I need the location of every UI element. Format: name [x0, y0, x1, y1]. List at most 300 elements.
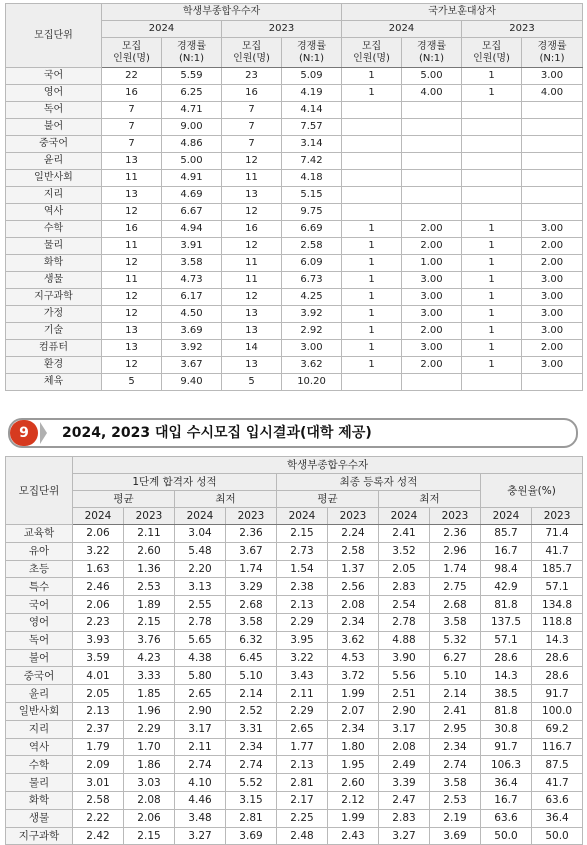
- value-cell: [402, 102, 462, 119]
- value-cell: 3.22: [73, 542, 124, 560]
- year-header-2024: 2024: [277, 508, 328, 525]
- value-cell: 3.72: [328, 667, 379, 685]
- value-cell: 11: [102, 170, 162, 187]
- value-cell: 42.9: [481, 578, 532, 596]
- value-cell: 3.14: [282, 136, 342, 153]
- value-cell: 4.25: [282, 289, 342, 306]
- table2-header: [6, 457, 583, 525]
- value-cell: 2.74: [175, 756, 226, 774]
- value-cell: 2.06: [124, 809, 175, 827]
- value-cell: 3.15: [226, 791, 277, 809]
- value-cell: 3.00: [522, 323, 583, 340]
- value-cell: 3.69: [162, 323, 222, 340]
- table-row: [6, 289, 583, 306]
- value-cell: 1: [462, 340, 522, 357]
- table-row: [6, 738, 583, 756]
- value-cell: 4.14: [282, 102, 342, 119]
- value-cell: 2.55: [175, 596, 226, 614]
- value-cell: 1: [342, 255, 402, 272]
- value-cell: 2.15: [124, 613, 175, 631]
- value-cell: 1: [462, 272, 522, 289]
- min-header: 최저: [379, 491, 481, 508]
- value-cell: 2.11: [124, 525, 175, 543]
- value-cell: 16: [102, 221, 162, 238]
- value-cell: 2.36: [226, 525, 277, 543]
- value-cell: 2.29: [277, 702, 328, 720]
- value-cell: [522, 119, 583, 136]
- value-cell: 3.67: [162, 357, 222, 374]
- value-cell: 13: [102, 340, 162, 357]
- value-cell: 3.00: [522, 289, 583, 306]
- value-cell: 2.53: [124, 578, 175, 596]
- value-cell: 2.17: [277, 791, 328, 809]
- value-cell: 3.04: [175, 525, 226, 543]
- value-cell: 6.67: [162, 204, 222, 221]
- value-cell: [522, 136, 583, 153]
- value-cell: 14.3: [532, 631, 583, 649]
- value-cell: 2.09: [73, 756, 124, 774]
- value-cell: 2.34: [430, 738, 481, 756]
- value-cell: 1: [462, 68, 522, 85]
- value-cell: 41.7: [532, 542, 583, 560]
- unit-cell: 초등: [6, 560, 73, 578]
- value-cell: 1.85: [124, 685, 175, 703]
- value-cell: 3.59: [73, 649, 124, 667]
- section-arrow-icon: [40, 422, 47, 444]
- value-cell: 2.73: [277, 542, 328, 560]
- value-cell: 12: [102, 289, 162, 306]
- value-cell: 2.53: [430, 791, 481, 809]
- value-cell: 106.3: [481, 756, 532, 774]
- value-cell: 3.33: [124, 667, 175, 685]
- value-cell: 1.77: [277, 738, 328, 756]
- value-cell: 3.00: [282, 340, 342, 357]
- quota-header: 모집 인원(명): [222, 38, 282, 68]
- value-cell: [342, 204, 402, 221]
- value-cell: [522, 102, 583, 119]
- value-cell: 3.00: [402, 340, 462, 357]
- value-cell: 3.92: [282, 306, 342, 323]
- value-cell: 1: [342, 323, 402, 340]
- value-cell: 10.20: [282, 374, 342, 391]
- value-cell: 1: [462, 238, 522, 255]
- value-cell: 2.15: [277, 525, 328, 543]
- value-cell: 57.1: [481, 631, 532, 649]
- avg-header: 평균: [277, 491, 379, 508]
- unit-cell: 불어: [6, 649, 73, 667]
- value-cell: 9.00: [162, 119, 222, 136]
- value-cell: 91.7: [481, 738, 532, 756]
- value-cell: 2.56: [328, 578, 379, 596]
- value-cell: 22: [102, 68, 162, 85]
- table-row: [6, 221, 583, 238]
- table-row: [6, 68, 583, 85]
- value-cell: 13: [102, 323, 162, 340]
- value-cell: 100.0: [532, 702, 583, 720]
- value-cell: 2.24: [328, 525, 379, 543]
- value-cell: 3.92: [162, 340, 222, 357]
- unit-cell: 화학: [6, 791, 73, 809]
- group-header-student-comprehensive: 학생부종합우수자: [102, 4, 342, 21]
- value-cell: 3.58: [430, 613, 481, 631]
- value-cell: 2.23: [73, 613, 124, 631]
- rate-header: 경쟁률 (N:1): [282, 38, 342, 68]
- value-cell: 2.38: [277, 578, 328, 596]
- value-cell: 2.11: [277, 685, 328, 703]
- value-cell: 3.31: [226, 720, 277, 738]
- value-cell: [462, 170, 522, 187]
- value-cell: 5.15: [282, 187, 342, 204]
- value-cell: 16: [222, 85, 282, 102]
- value-cell: 11: [222, 255, 282, 272]
- value-cell: [462, 119, 522, 136]
- value-cell: 3.17: [175, 720, 226, 738]
- value-cell: 9.40: [162, 374, 222, 391]
- value-cell: 3.58: [162, 255, 222, 272]
- value-cell: 2.08: [379, 738, 430, 756]
- value-cell: 116.7: [532, 738, 583, 756]
- table-row: [6, 791, 583, 809]
- year-header-2024: 2024: [175, 508, 226, 525]
- value-cell: 13: [222, 357, 282, 374]
- value-cell: 11: [222, 272, 282, 289]
- value-cell: 2.14: [226, 685, 277, 703]
- table-row: [6, 272, 583, 289]
- unit-cell: 국어: [6, 68, 102, 85]
- value-cell: [522, 374, 583, 391]
- value-cell: 28.6: [481, 649, 532, 667]
- value-cell: 7: [222, 102, 282, 119]
- value-cell: 5.10: [226, 667, 277, 685]
- value-cell: 5.65: [175, 631, 226, 649]
- value-cell: 36.4: [481, 774, 532, 792]
- value-cell: 3.00: [522, 306, 583, 323]
- value-cell: 2.42: [73, 827, 124, 845]
- unit-cell: 지리: [6, 720, 73, 738]
- table1-body: [6, 68, 583, 391]
- value-cell: 3.00: [522, 221, 583, 238]
- value-cell: 2.12: [328, 791, 379, 809]
- unit-cell: 생물: [6, 809, 73, 827]
- value-cell: 2.29: [124, 720, 175, 738]
- value-cell: 5.80: [175, 667, 226, 685]
- value-cell: 1: [462, 255, 522, 272]
- value-cell: 13: [222, 323, 282, 340]
- value-cell: 87.5: [532, 756, 583, 774]
- unit-cell: 화학: [6, 255, 102, 272]
- value-cell: 4.94: [162, 221, 222, 238]
- value-cell: 2.08: [124, 791, 175, 809]
- unit-cell: 지구과학: [6, 827, 73, 845]
- value-cell: 2.29: [277, 613, 328, 631]
- value-cell: 2.00: [522, 340, 583, 357]
- value-cell: 2.81: [226, 809, 277, 827]
- value-cell: 3.27: [379, 827, 430, 845]
- table-row: [6, 578, 583, 596]
- value-cell: [402, 119, 462, 136]
- value-cell: 4.19: [282, 85, 342, 102]
- value-cell: 7: [222, 136, 282, 153]
- value-cell: 2.83: [379, 809, 430, 827]
- value-cell: 12: [222, 289, 282, 306]
- unit-cell: 체육: [6, 374, 102, 391]
- value-cell: 4.73: [162, 272, 222, 289]
- year-header-2023: 2023: [226, 508, 277, 525]
- value-cell: 63.6: [481, 809, 532, 827]
- value-cell: 7: [222, 119, 282, 136]
- value-cell: 3.13: [175, 578, 226, 596]
- value-cell: 1: [342, 357, 402, 374]
- value-cell: 13: [102, 187, 162, 204]
- value-cell: 3.95: [277, 631, 328, 649]
- table-row: [6, 85, 583, 102]
- value-cell: [402, 153, 462, 170]
- value-cell: 3.69: [430, 827, 481, 845]
- value-cell: 9.75: [282, 204, 342, 221]
- unit-cell: 생물: [6, 272, 102, 289]
- value-cell: 1.00: [402, 255, 462, 272]
- value-cell: 2.00: [522, 255, 583, 272]
- value-cell: 1: [342, 85, 402, 102]
- value-cell: 6.25: [162, 85, 222, 102]
- value-cell: 2.06: [73, 596, 124, 614]
- value-cell: 4.86: [162, 136, 222, 153]
- value-cell: 2.49: [379, 756, 430, 774]
- unit-cell: 지구과학: [6, 289, 102, 306]
- value-cell: 4.50: [162, 306, 222, 323]
- unit-header: 모집단위: [6, 457, 73, 525]
- value-cell: 5.10: [430, 667, 481, 685]
- unit-cell: 중국어: [6, 136, 102, 153]
- unit-cell: 수학: [6, 756, 73, 774]
- value-cell: 41.7: [532, 774, 583, 792]
- table-row: [6, 187, 583, 204]
- value-cell: 4.71: [162, 102, 222, 119]
- value-cell: 2.46: [73, 578, 124, 596]
- value-cell: 2.68: [226, 596, 277, 614]
- value-cell: 2.15: [124, 827, 175, 845]
- value-cell: 118.8: [532, 613, 583, 631]
- value-cell: 2.48: [277, 827, 328, 845]
- value-cell: 2.41: [379, 525, 430, 543]
- table-row: [6, 809, 583, 827]
- min-header: 최저: [175, 491, 277, 508]
- value-cell: 4.91: [162, 170, 222, 187]
- value-cell: 1.36: [124, 560, 175, 578]
- value-cell: 3.29: [226, 578, 277, 596]
- unit-cell: 영어: [6, 85, 102, 102]
- value-cell: 2.90: [379, 702, 430, 720]
- fill-rate-header: 충원율(%): [481, 474, 583, 508]
- value-cell: 2.58: [73, 791, 124, 809]
- value-cell: 4.00: [402, 85, 462, 102]
- value-cell: [402, 170, 462, 187]
- unit-cell: 일반사회: [6, 702, 73, 720]
- value-cell: 185.7: [532, 560, 583, 578]
- value-cell: [342, 374, 402, 391]
- value-cell: 1: [342, 238, 402, 255]
- value-cell: 12: [102, 204, 162, 221]
- value-cell: [462, 374, 522, 391]
- year-header-2024: 2024: [481, 508, 532, 525]
- value-cell: 7.57: [282, 119, 342, 136]
- value-cell: 3.58: [226, 613, 277, 631]
- value-cell: 3.00: [402, 272, 462, 289]
- value-cell: 1.86: [124, 756, 175, 774]
- table-row: [6, 774, 583, 792]
- value-cell: 13: [102, 153, 162, 170]
- unit-cell: 역사: [6, 738, 73, 756]
- unit-cell: 지리: [6, 187, 102, 204]
- table-row: [6, 702, 583, 720]
- value-cell: 5: [102, 374, 162, 391]
- unit-cell: 윤리: [6, 153, 102, 170]
- value-cell: 1: [342, 221, 402, 238]
- value-cell: 3.76: [124, 631, 175, 649]
- value-cell: 1.89: [124, 596, 175, 614]
- value-cell: 5.00: [402, 68, 462, 85]
- value-cell: [462, 136, 522, 153]
- table-row: [6, 204, 583, 221]
- value-cell: 2.65: [277, 720, 328, 738]
- value-cell: 3.67: [226, 542, 277, 560]
- value-cell: 4.10: [175, 774, 226, 792]
- unit-cell: 물리: [6, 774, 73, 792]
- value-cell: 3.91: [162, 238, 222, 255]
- table2-body: [6, 525, 583, 845]
- value-cell: 6.27: [430, 649, 481, 667]
- unit-cell: 수학: [6, 221, 102, 238]
- value-cell: 6.17: [162, 289, 222, 306]
- value-cell: 50.0: [532, 827, 583, 845]
- section-number: 9: [10, 420, 38, 446]
- value-cell: 7: [102, 102, 162, 119]
- value-cell: 30.8: [481, 720, 532, 738]
- table-row: [6, 596, 583, 614]
- value-cell: 1: [462, 306, 522, 323]
- group-header-student-comprehensive: 학생부종합우수자: [73, 457, 583, 474]
- value-cell: 14: [222, 340, 282, 357]
- value-cell: 98.4: [481, 560, 532, 578]
- table-row: [6, 306, 583, 323]
- table-row: [6, 631, 583, 649]
- value-cell: 134.8: [532, 596, 583, 614]
- value-cell: 36.4: [532, 809, 583, 827]
- table-row: [6, 255, 583, 272]
- value-cell: 2.78: [175, 613, 226, 631]
- value-cell: 81.8: [481, 596, 532, 614]
- unit-cell: 불어: [6, 119, 102, 136]
- value-cell: 1.70: [124, 738, 175, 756]
- value-cell: 4.18: [282, 170, 342, 187]
- unit-cell: 컴퓨터: [6, 340, 102, 357]
- value-cell: 1: [342, 272, 402, 289]
- value-cell: 5.48: [175, 542, 226, 560]
- value-cell: 3.27: [175, 827, 226, 845]
- value-cell: [462, 153, 522, 170]
- value-cell: 2.13: [73, 702, 124, 720]
- value-cell: 2.34: [328, 720, 379, 738]
- value-cell: 2.81: [277, 774, 328, 792]
- value-cell: [402, 136, 462, 153]
- value-cell: 1.99: [328, 685, 379, 703]
- value-cell: 3.22: [277, 649, 328, 667]
- value-cell: 1.79: [73, 738, 124, 756]
- year-header-2024: 2024: [73, 508, 124, 525]
- value-cell: 2.90: [175, 702, 226, 720]
- value-cell: 2.43: [328, 827, 379, 845]
- section-title: 2024, 2023 대입 수시모집 입시결과(대학 제공): [62, 425, 372, 441]
- value-cell: 2.58: [282, 238, 342, 255]
- value-cell: 6.09: [282, 255, 342, 272]
- value-cell: 16.7: [481, 542, 532, 560]
- unit-cell: 중국어: [6, 667, 73, 685]
- unit-cell: 독어: [6, 631, 73, 649]
- table-row: [6, 323, 583, 340]
- value-cell: 4.01: [73, 667, 124, 685]
- table-row: [6, 667, 583, 685]
- value-cell: 2.41: [430, 702, 481, 720]
- value-cell: 4.23: [124, 649, 175, 667]
- value-cell: 12: [102, 255, 162, 272]
- value-cell: [402, 374, 462, 391]
- value-cell: 1.80: [328, 738, 379, 756]
- value-cell: 7: [102, 119, 162, 136]
- value-cell: 2.36: [430, 525, 481, 543]
- value-cell: 28.6: [532, 649, 583, 667]
- value-cell: 4.88: [379, 631, 430, 649]
- value-cell: 3.03: [124, 774, 175, 792]
- value-cell: 1: [462, 85, 522, 102]
- unit-cell: 역사: [6, 204, 102, 221]
- value-cell: 2.96: [430, 542, 481, 560]
- value-cell: 1.74: [226, 560, 277, 578]
- value-cell: 2.60: [124, 542, 175, 560]
- value-cell: 3.43: [277, 667, 328, 685]
- value-cell: 4.53: [328, 649, 379, 667]
- rate-header: 경쟁률 (N:1): [402, 38, 462, 68]
- unit-cell: 유아: [6, 542, 73, 560]
- year-header-2024: 2024: [102, 21, 222, 38]
- year-header-2024: 2024: [342, 21, 462, 38]
- value-cell: 2.19: [430, 809, 481, 827]
- value-cell: 4.00: [522, 85, 583, 102]
- value-cell: 2.65: [175, 685, 226, 703]
- value-cell: 2.00: [402, 323, 462, 340]
- value-cell: [342, 170, 402, 187]
- rate-header: 경쟁률 (N:1): [162, 38, 222, 68]
- value-cell: [342, 187, 402, 204]
- table-row: [6, 102, 583, 119]
- value-cell: 63.6: [532, 791, 583, 809]
- value-cell: 3.00: [522, 357, 583, 374]
- value-cell: 5.00: [162, 153, 222, 170]
- value-cell: 1: [342, 289, 402, 306]
- unit-cell: 독어: [6, 102, 102, 119]
- table-row: [6, 170, 583, 187]
- value-cell: 3.58: [430, 774, 481, 792]
- value-cell: 4.38: [175, 649, 226, 667]
- year-header-2023: 2023: [124, 508, 175, 525]
- table-row: [6, 720, 583, 738]
- quota-header: 모집 인원(명): [462, 38, 522, 68]
- value-cell: 13: [222, 306, 282, 323]
- value-cell: 2.60: [328, 774, 379, 792]
- value-cell: 3.00: [402, 289, 462, 306]
- value-cell: 3.62: [328, 631, 379, 649]
- avg-header: 평균: [73, 491, 175, 508]
- value-cell: 2.00: [402, 238, 462, 255]
